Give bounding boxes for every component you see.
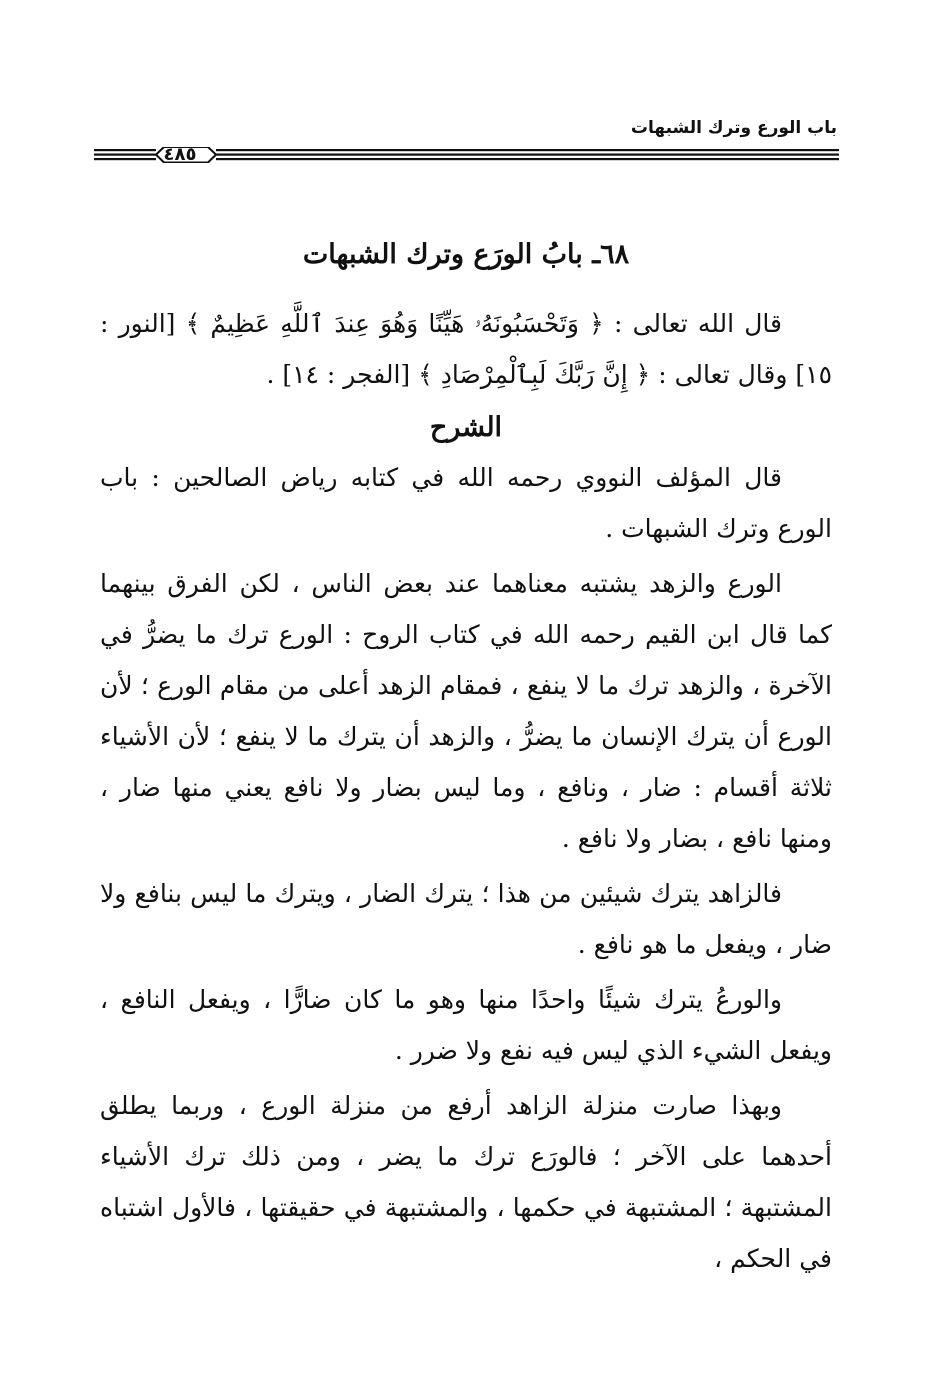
page-number: ٤٨٥ <box>163 144 197 165</box>
verses-paragraph: قال الله تعالى : ﴿ وَتَحْسَبُونَهُۥ هَيِّنًا وَهُوَ عِندَ ٱللَّهِ عَظِيمٌ ﴾ [النور : ١٥] وقال تعالى : ﴿ إِنَّ رَبَّكَ لَبِٱلْمِرْصَادِ ﴾ [الفجر : ١٤] . <box>100 309 832 389</box>
body-paragraph: الورع والزهد يشتبه معناهما عند بعض الناس ، لكن الفرق بينهما كما قال ابن القيم رحمه الله في كتاب الروح : الورع ترك ما يضرُّ في الآخرة ، والزهد ترك ما لا ينفع ، فمقام الزهد أعلى من مقام الورع ؛ لأن الورع أن يترك الإنسان ما يضرُّ ، والزهد أن يترك ما لا ينفع ؛ لأن الأشياء ثلاثة أقسام : ضار ، ونافع ، وما ليس بضار ولا نافع يعني منها ضار ، ومنها نافع ، بضار ولا نافع . <box>100 569 832 853</box>
section-heading: الشرح <box>429 412 503 443</box>
body-paragraph: والورعُ يترك شيئًا واحدًا منها وهو ما كان ضارًّا ، ويفعل النافع ، ويفعل الشيء الذي ليس فيه نفع ولا ضرر . <box>100 985 832 1065</box>
body-paragraph: قال المؤلف النووي رحمه الله في كتابه رياض الصالحين : باب الورع وترك الشبهات . <box>100 463 832 543</box>
body-paragraph: فالزاهد يترك شيئين من هذا ؛ يترك الضار ، ويترك ما ليس بنافع ولا ضار ، ويفعل ما هو نافع . <box>100 879 832 959</box>
running-header-title: باب الورع وترك الشبهات <box>630 118 837 138</box>
body-paragraph: وبهذا صارت منزلة الزاهد أرفع من منزلة الورع ، وربما يطلق أحدهما على الآخر ؛ فالورَع ترك ما يضر ، ومن ذلك ترك الأشياء المشتبهة ؛ المشتبهة في حكمها ، والمشتبهة في حقيقتها ، فالأول اشتباه في الحكم ، <box>100 1091 832 1273</box>
chapter-title: ٦٨ـ بابُ الورَع وترك الشبهات <box>302 239 630 270</box>
page-body <box>100 232 832 1288</box>
